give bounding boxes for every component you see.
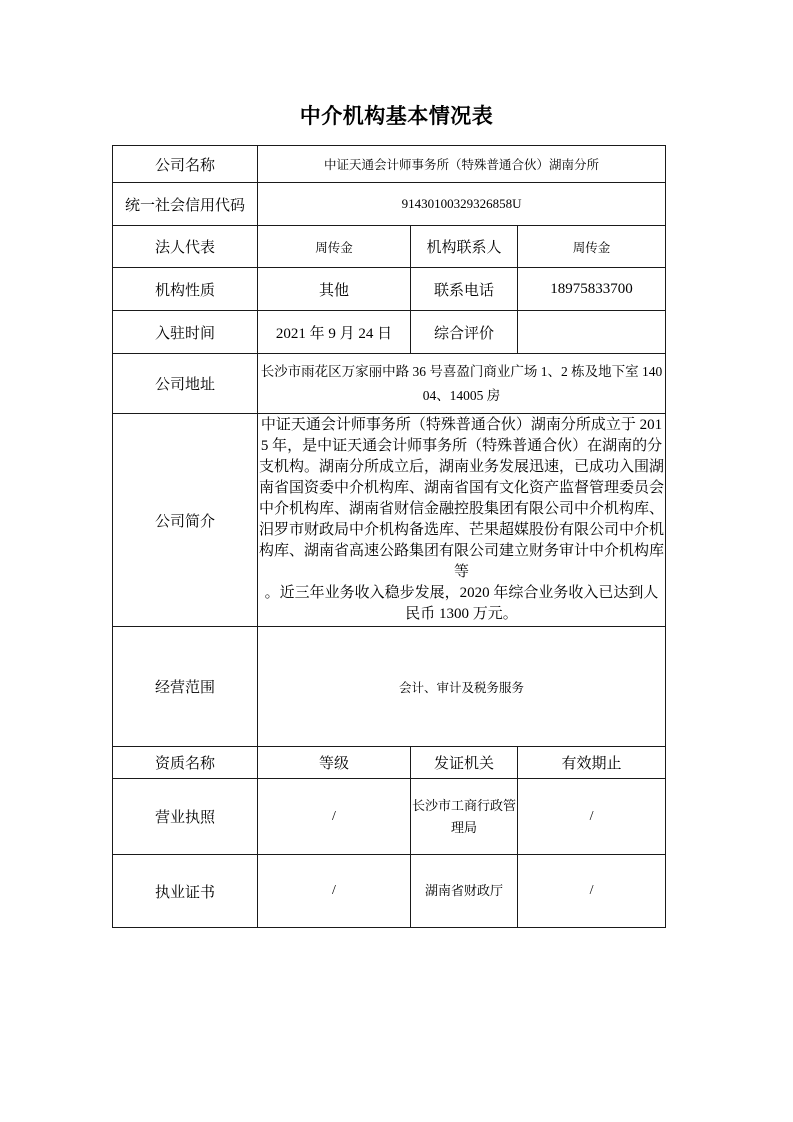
- entry-date-label: 入驻时间: [113, 311, 258, 354]
- company-profile-value: [258, 414, 666, 627]
- business-license-issuer: 长沙市工商行政管理局: [411, 779, 518, 855]
- contact-phone-value: 18975833700: [518, 268, 666, 311]
- row-qualification-headers: [113, 747, 666, 779]
- credit-code-value: 91430100329326858U: [258, 183, 666, 226]
- legal-rep-value: 周传金: [258, 226, 411, 268]
- company-profile-paragraph: 。近三年业务收入稳步发展，2020 年综合业务收入已达到人民币 1300 万元。: [264, 585, 659, 622]
- business-scope-label: 经营范围: [113, 627, 258, 747]
- practice-certificate-issuer: 湖南省财政厅: [411, 855, 518, 928]
- company-name-value: 中证天通会计师事务所（特殊普通合伙）湖南分所: [258, 146, 666, 183]
- row-company-address: [113, 354, 666, 414]
- contact-person-label: 机构联系人: [411, 226, 518, 268]
- qualification-grade-header: 等级: [258, 747, 411, 779]
- business-license-name: 营业执照: [113, 779, 258, 855]
- overall-rating-label: 综合评价: [411, 311, 518, 354]
- company-address-value: 长沙市雨花区万家丽中路 36 号喜盈门商业广场 1、2 栋及地下室 14004、14005 房: [258, 354, 666, 414]
- row-business-license: [113, 779, 666, 855]
- overall-rating-value: [518, 311, 666, 354]
- row-company-name: [113, 146, 666, 183]
- qualification-name-header: 资质名称: [113, 747, 258, 779]
- company-profile-label: 公司简介: [113, 414, 258, 627]
- legal-rep-label: 法人代表: [113, 226, 258, 268]
- org-nature-value: 其他: [258, 268, 411, 311]
- contact-phone-label: 联系电话: [411, 268, 518, 311]
- row-org-nature: [113, 268, 666, 311]
- qualification-validity-header: 有效期止: [518, 747, 666, 779]
- company-profile-paragraph: 中证天通会计师事务所（特殊普通合伙）湖南分所成立于 2015 年，是中证天通会计师事务所（特殊普通合伙）在湖南的分支机构。湖南分所成立后，湖南业务发展迅速，已成功入围湖南省国资委中介机构库、湖南省国有文化资产监督管理委员会中介机构库、湖南省财信金融控股集团有限公司中介机构库、汨罗市财政局中介机构备选库、芒果超媒股份有限公司中介机构库、湖南省高速公路集团有限公司建立财务审计中介机构库等: [259, 417, 665, 580]
- business-license-validity: /: [518, 779, 666, 855]
- row-practice-certificate: [113, 855, 666, 928]
- row-entry-date: [113, 311, 666, 354]
- company-name-label: 公司名称: [113, 146, 258, 183]
- row-company-profile: [113, 414, 666, 627]
- contact-person-value: 周传金: [518, 226, 666, 268]
- org-nature-label: 机构性质: [113, 268, 258, 311]
- company-address-label: 公司地址: [113, 354, 258, 414]
- business-scope-value: 会计、审计及税务服务: [258, 627, 666, 747]
- credit-code-label: 统一社会信用代码: [113, 183, 258, 226]
- business-license-grade: /: [258, 779, 411, 855]
- practice-certificate-validity: /: [518, 855, 666, 928]
- row-credit-code: [113, 183, 666, 226]
- practice-certificate-name: 执业证书: [113, 855, 258, 928]
- entry-date-value: 2021 年 9 月 24 日: [258, 311, 411, 354]
- basic-info-table: [112, 145, 666, 928]
- row-legal-rep: [113, 226, 666, 268]
- qualification-issuer-header: 发证机关: [411, 747, 518, 779]
- page-title: 中介机构基本情况表: [299, 104, 494, 128]
- practice-certificate-grade: /: [258, 855, 411, 928]
- row-business-scope: [113, 627, 666, 747]
